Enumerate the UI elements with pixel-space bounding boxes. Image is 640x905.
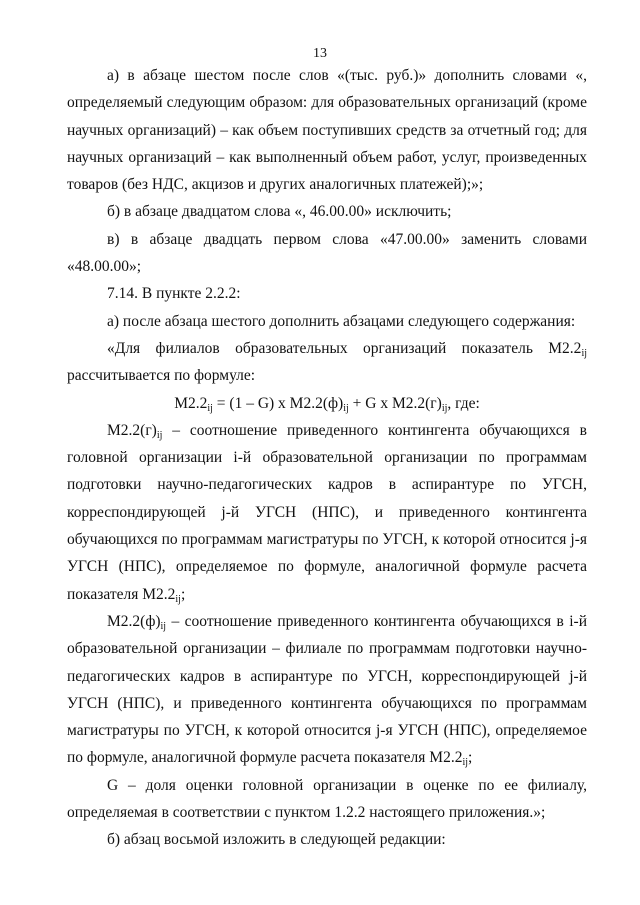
text-run: , где: <box>447 394 480 412</box>
text-run: ; <box>180 585 186 603</box>
text-run: G – доля оценки головной организации в оценке по ее филиалу, определяемая в соответствии с пунктом 1.2.2 настоящего приложения.»; <box>67 776 587 822</box>
paragraph <box>67 226 587 281</box>
text-run: ; <box>468 749 473 767</box>
text-run: = (1 – G) x М2.2(ф) <box>212 394 344 412</box>
text-run: а) в абзаце шестом после слов «(тыс. руб.)» дополнить словами «, определяемый следующим образом: для образовательных организаций (кроме научных организаций) – как объем поступивших средств за отчетный год; для научных организаций – как выполненный объем работ, услуг, произведенных товаров (без НДС, акцизов и других аналогичных платежей);»; <box>67 67 587 194</box>
text-run: б) абзац восьмой изложить в следующей редакции: <box>107 831 446 849</box>
subscript: ij <box>160 620 167 632</box>
subscript: ij <box>156 429 163 441</box>
text-run: + G x М2.2(г) <box>348 394 442 412</box>
paragraph <box>67 417 587 608</box>
formula-line <box>67 390 587 417</box>
text-run: а) после абзаца шестого дополнить абзацами следующего содержания: <box>107 312 576 330</box>
text-run: – соотношение приведенного контингента обучающихся в i-й образовательной организации – филиале по программам подготовки научно-педагогических кадров в аспирантуре по УГСН, корреспондирующей j-й УГСН (НПС), и приведенного контингента обучающихся по программам магистратуры по УГСН, к которой относится j-я УГСН (НПС), определяемое по формуле, аналогичной формуле расчета показателя М2.2 <box>67 612 587 767</box>
subscript: ij <box>175 593 181 605</box>
paragraph <box>67 62 587 198</box>
paragraph <box>67 772 587 827</box>
paragraph <box>67 608 587 772</box>
text-run: в) в абзаце двадцать первом слова «47.00.00» заменить словами «48.00.00»; <box>67 230 587 276</box>
subscript: ij <box>581 347 587 359</box>
text-run: – соотношение приведенного контингента обучающихся в головной организации i-й образовательной организации по программам подготовки научно-педагогических кадров в аспирантуре по УГСН, корреспондирующей j-й УГСН (НПС), и приведенного контингента обучающихся по программам магистратуры по УГСН, к которой относится j-я УГСН (НПС), определяемое по формуле, аналогичной формуле расчета показателя М2.2 <box>67 421 587 603</box>
text-run: «Для филиалов образовательных организаций показатель М2.2 <box>107 339 582 357</box>
paragraph <box>67 198 587 225</box>
paragraph <box>67 826 587 853</box>
subscript: ij <box>343 402 349 414</box>
paragraph <box>67 280 587 307</box>
document-body <box>67 62 587 854</box>
text-run: 7.14. В пункте 2.2.2: <box>107 285 241 303</box>
subscript: ij <box>207 402 213 414</box>
page-number: 13 <box>313 46 327 61</box>
text-run: М2.2(ф) <box>107 612 161 630</box>
text-run: б) в абзаце двадцатом слова «, 46.00.00» исключить; <box>107 203 452 221</box>
paragraph <box>67 308 587 335</box>
subscript: ij <box>441 402 448 414</box>
text-run: М2.2(г) <box>107 421 157 439</box>
text-run: М2.2 <box>174 394 208 412</box>
subscript: ij <box>462 757 469 769</box>
paragraph <box>67 335 587 390</box>
text-run: рассчитывается по формуле: <box>67 367 256 385</box>
